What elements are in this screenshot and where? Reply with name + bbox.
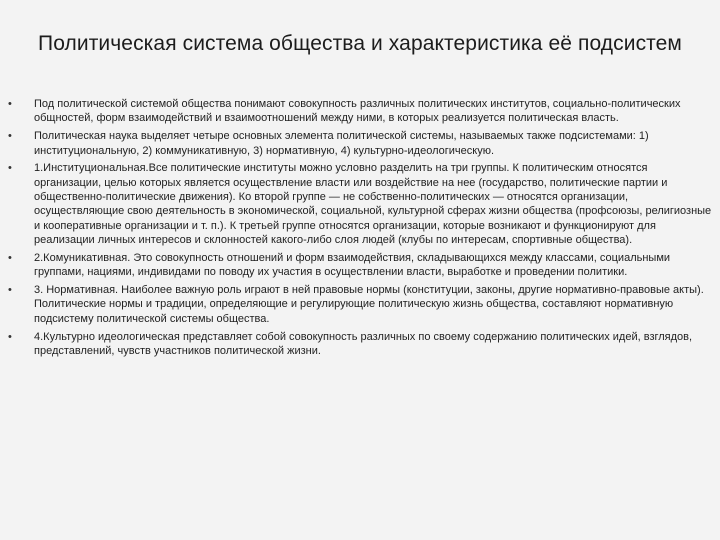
bullet-item-normative	[8, 283, 714, 326]
bullet-icon: •	[8, 284, 12, 297]
bullet-icon: •	[8, 330, 12, 343]
bullet-item-communicative	[8, 251, 714, 280]
bullet-icon: •	[8, 251, 12, 264]
bullet-icon: •	[8, 162, 12, 175]
bullet-text: 2.Комуникативная. Это совокупность отношений и форм взаимодействия, складывающихся между классами, социальными группами, нациями, индивидами по поводу их участия в осуществлении власти, выработке и проведении политики.	[34, 251, 671, 279]
bullet-icon: •	[8, 130, 12, 143]
slide-title: Политическая система общества и характеристика её подсистем	[38, 32, 682, 55]
bullet-list	[8, 97, 714, 362]
bullet-text: 1.Институциональная.Все политические институты можно условно разделить на три группы. К политическим относятся организации, целью которых является осуществление власти или воздействие на нее (государство, политические партии и общественно-политические движения). Ко второй группе — не собственно-политических — относятся организации, осуществляющие свою деятельность в экономической, социальной, культурной сферах жизни общества (профсоюзы, религиозные и кооперативные организации и т. п.). К третьей группе относятся организации, которые возникают и функционируют для реализации личных интересов и склонностей какого-либо слоя людей (клубы по интересам, спортивные общества).	[34, 162, 712, 247]
bullet-icon: •	[8, 98, 12, 110]
bullet-item-definition	[8, 97, 714, 126]
bullet-item-ideological	[8, 330, 714, 359]
bullet-item-elements	[8, 129, 714, 158]
bullet-text: Политическая наука выделяет четыре основных элемента политической системы, называемых также подсистемами: 1) институциональную, 2) коммуникативную, 3) нормативную, 4) культурно-идеологическую.	[34, 130, 649, 157]
bullet-text: Под политической системой общества понимают совокупность различных политических институтов, социально-политических общностей, форм взаимодействий и взаимоотношений между ними, в которых реализуется политическая власть.	[34, 98, 681, 125]
bullet-item-institutional	[8, 161, 714, 247]
bullet-text: 3. Нормативная. Наиболее важную роль играют в ней правовые нормы (конституции, законы, другие нормативно-правовые акты). Политические нормы и традиции, определяющие и регулирующие политическую жизнь общества, составляют нормативную подсистему политической системы общества.	[34, 284, 704, 325]
bullet-text: 4.Культурно идеологическая представляет собой совокупность различных по своему содержанию политических идей, взглядов, представлений, чувств участников политической жизни.	[34, 330, 693, 357]
